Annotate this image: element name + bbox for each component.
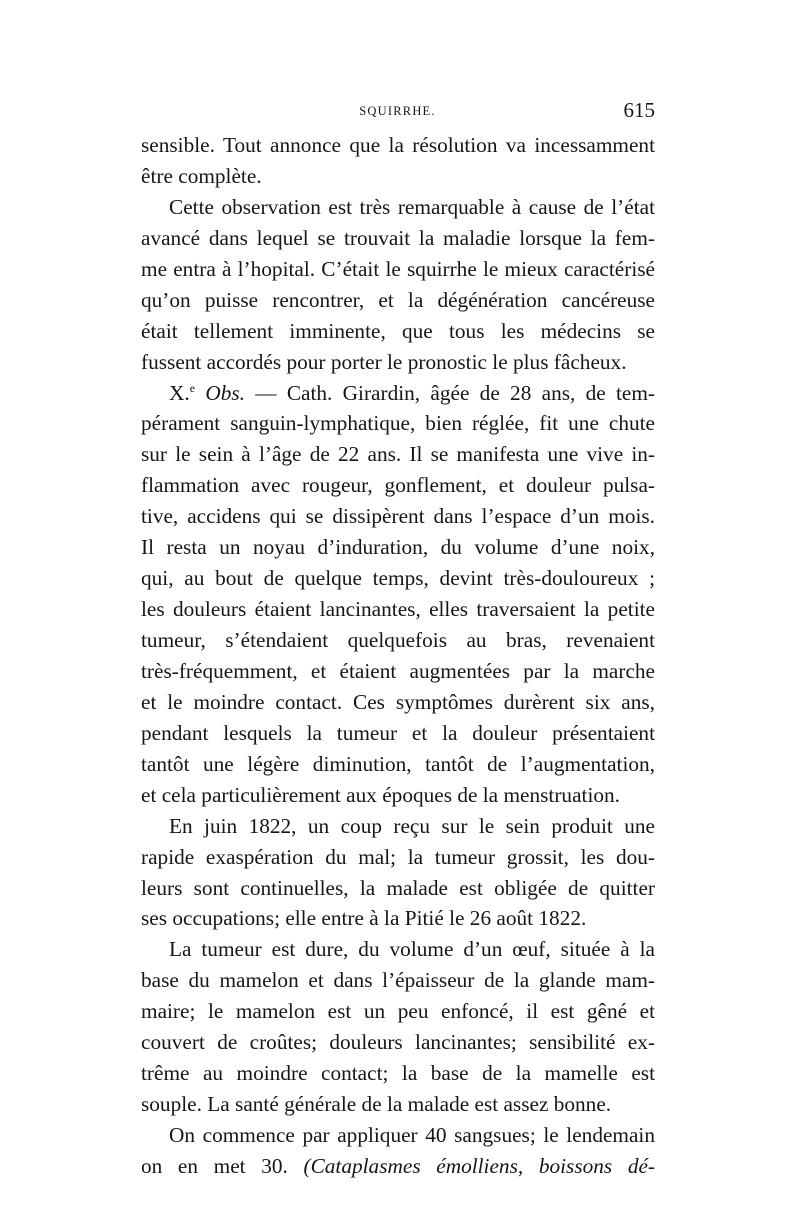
line-start: on en met 30. [141,1153,288,1178]
text-line: et cela particulièrement aux époques de la menstruation. [141,782,620,807]
obs-abbreviation: Obs. [205,380,245,405]
text-line: tumeur, s’étendaient quelquefois au bras, revenaient [141,628,655,652]
text-line: fussent accordés pour porter le pronostic le plus fâcheux. [141,349,627,374]
page-header [140,98,655,122]
text-line: Il resta un noyau d’induration, du volume d’une noix, [141,535,655,560]
text-line: rapide exaspération du mal; la tumeur grossit, les dou- [141,844,655,869]
text-line: flammation avec rougeur, gonflement, et douleur pulsa- [141,473,655,498]
text-line: leurs sont continuelles, la malade est obligée de quitter [141,875,655,900]
text-line: avancé dans lequel se trouvait la maladie lorsque la fem- [141,225,655,250]
text-line: base du mamelon et dans l’épaisseur de la glande mam- [141,968,655,993]
text-line: maire; le mamelon est un peu enfoncé, il est gêné et [141,999,655,1024]
text-line: La tumeur est dure, du volume d’un œuf, située à la [169,937,655,962]
text-line: ses occupations; elle entre à la Pitié le 26 août 1822. [141,906,587,931]
text-line [141,378,655,409]
text-line: les douleurs étaient lancinantes, elles traversaient la petite [141,597,655,622]
text-line: tive, accidens qui se dissipèrent dans l’espace d’un mois. [141,504,655,529]
text-line: tantôt une légère diminution, tantôt de l’augmentation, [141,751,655,776]
running-head: SQUIRRHE. [359,104,436,118]
text-line: trême au moindre contact; la base de la mamelle est [141,1061,655,1086]
text-line: et le moindre contact. Ces symptômes durèrent six ans, [141,689,655,714]
text-line: était tellement imminente, que tous les médecins se [141,318,655,343]
text-line: qui, au bout de quelque temps, devint très-douloureux ; [141,566,655,591]
text-line: pérament sanguin-lymphatique, bien réglée, fit une chute [141,411,655,436]
text-line: En juin 1822, un coup reçu sur le sein produit une [169,813,655,838]
text-line: On commence par appliquer 40 sangsues; le lendemain [169,1123,655,1147]
text-line: couvert de croûtes; douleurs lancinantes; sensibilité ex- [141,1030,655,1055]
text-line: souple. La santé générale de la malade est assez bonne. [141,1092,612,1117]
superscript-e: e [189,380,196,395]
text-line: sur le sein à l’âge de 22 ans. Il se manifesta une vive in- [141,442,655,467]
page-number: 615 [623,98,655,122]
text-line: sensible. Tout annonce que la résolution va incessamment [141,133,655,157]
text-line: pendant lesquels la tumeur et la douleur présentaient [141,720,655,745]
text-line: me entra à l’hopital. C’était le squirrhe le mieux caractérisé [141,256,655,281]
text-line [141,1151,655,1182]
italic-prescription: (Cataplasmes émolliens, boissons dé- [303,1153,655,1178]
body-text [141,130,655,1182]
text-line: très-fréquemment, et étaient augmentées par la marche [141,658,655,683]
text-line: Cette observation est très remarquable à cause de l’état [169,194,655,219]
text-line: être complète. [141,163,262,188]
text-line: qu’on puisse rencontrer, et la dégénération cancéreuse [141,287,655,312]
observation-line-rest: — Cath. Girardin, âgée de 28 ans, de tem- [255,380,655,405]
observation-number: X. [169,380,190,405]
